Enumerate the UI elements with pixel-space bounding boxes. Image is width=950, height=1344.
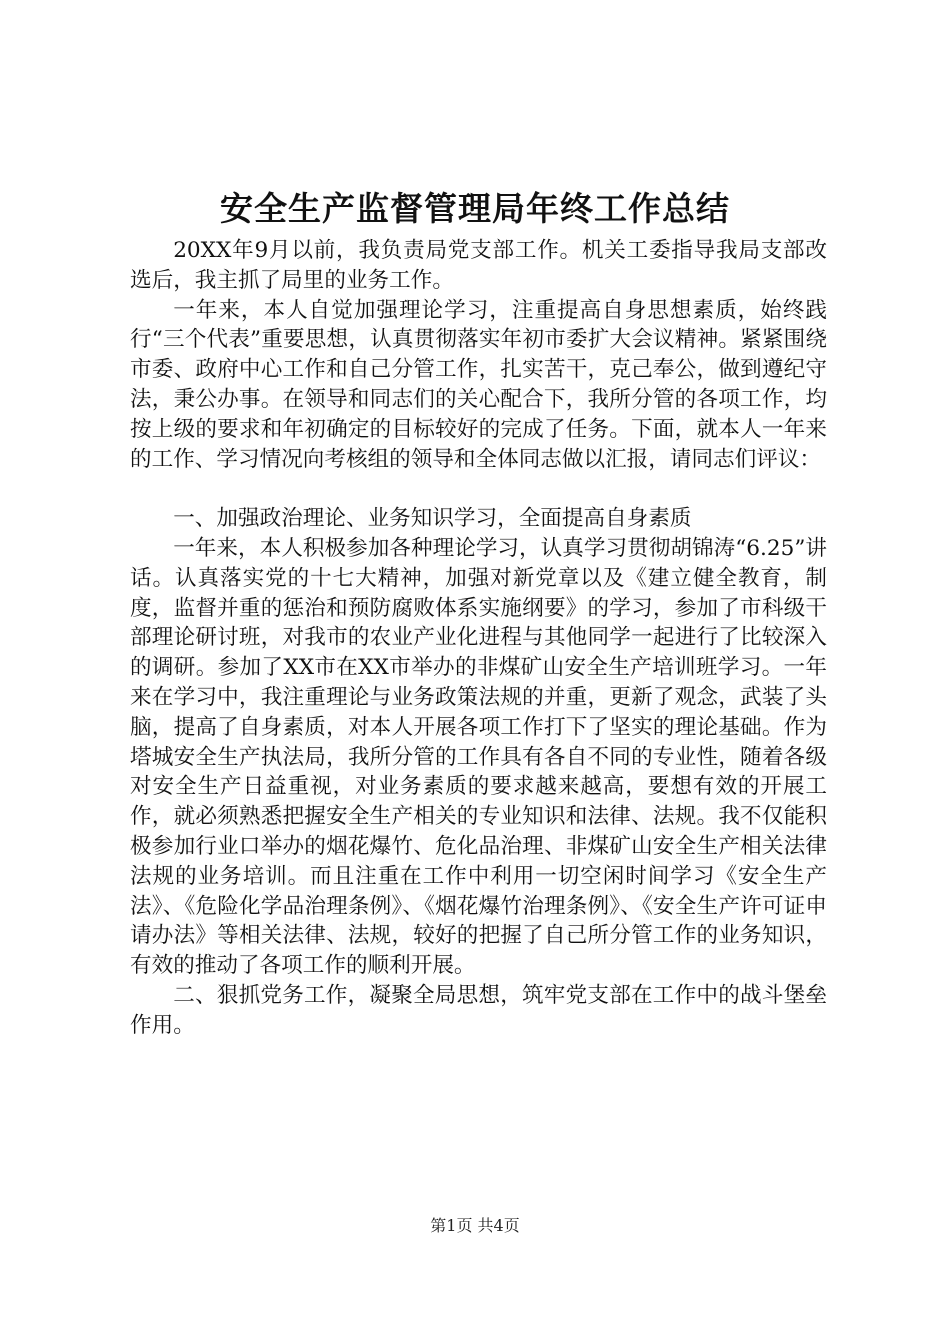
paragraph-intro: 20XX年9月以前，我负责局党支部工作。机关工委指导我局支部改选后，我主抓了局里的业务工作。 xyxy=(130,238,827,293)
paragraph-section-1: 一年来，本人积极参加各种理论学习，认真学习贯彻胡锦涛“6.25”讲话。认真落实党的十七大精神，加强对新党章以及《建立健全教育，制度，监督并重的惩治和预防腐败体系实施纲要》的学习，参加了市科级干部理论研讨班，对我市的农业产业化进程与其他同学一起进行了比较深入的调研。参加了XX市在XX市举办的非煤矿山安全生产培训班学习。一年来在学习中，我注重理论与业务政策法规的并重，更新了观念，武装了头脑，提高了自身素质，对本人开展各项工作打下了坚实的理论基础。作为塔城安全生产执法局，我所分管的工作具有各自不同的专业性，随着各级对安全生产日益重视，对业务素质的要求越来越高，要想有效的开展工作，就必须熟悉把握安全生产相关的专业知识和法律、法规。我不仅能积极参加行业口举办的烟花爆竹、危化品治理、非煤矿山安全生产相关法律法规的业务培训。而且注重在工作中利用一切空闲时间学习《安全生产法》、《危险化学品治理条例》、《烟花爆竹治理条例》、《安全生产许可证申请办法》等相关法律、法规，较好的把握了自己所分管工作的业务知识，有效的推动了各项工作的顺利开展。 xyxy=(130,535,827,979)
page-number: 第1页 共4页 xyxy=(430,1216,520,1235)
document-title: 安全生产监督管理局年终工作总结 xyxy=(220,189,730,228)
section-heading-2: 二、狠抓党务工作，凝聚全局思想，筑牢党支部在工作中的战斗堡垒作用。 xyxy=(130,982,827,1038)
section-heading-1: 一、加强政治理论、业务知识学习，全面提高自身素质 xyxy=(173,506,692,532)
document-body xyxy=(130,236,827,1041)
paragraph-overview: 一年来，本人自觉加强理论学习，注重提高自身思想素质，始终践行“三个代表”重要思想，认真贯彻落实年初市委扩大会议精神。紧紧围绕市委、政府中心工作和自己分管工作，扎实苦干，克己奉公，做到遵纪守法，秉公办事。在领导和同志们的关心配合下，我所分管的各项工作，均按上级的要求和年初确定的目标较好的完成了任务。下面，就本人一年来的工作、学习情况向考核组的领导和全体同志做以汇报，请同志们评议： xyxy=(130,297,827,472)
